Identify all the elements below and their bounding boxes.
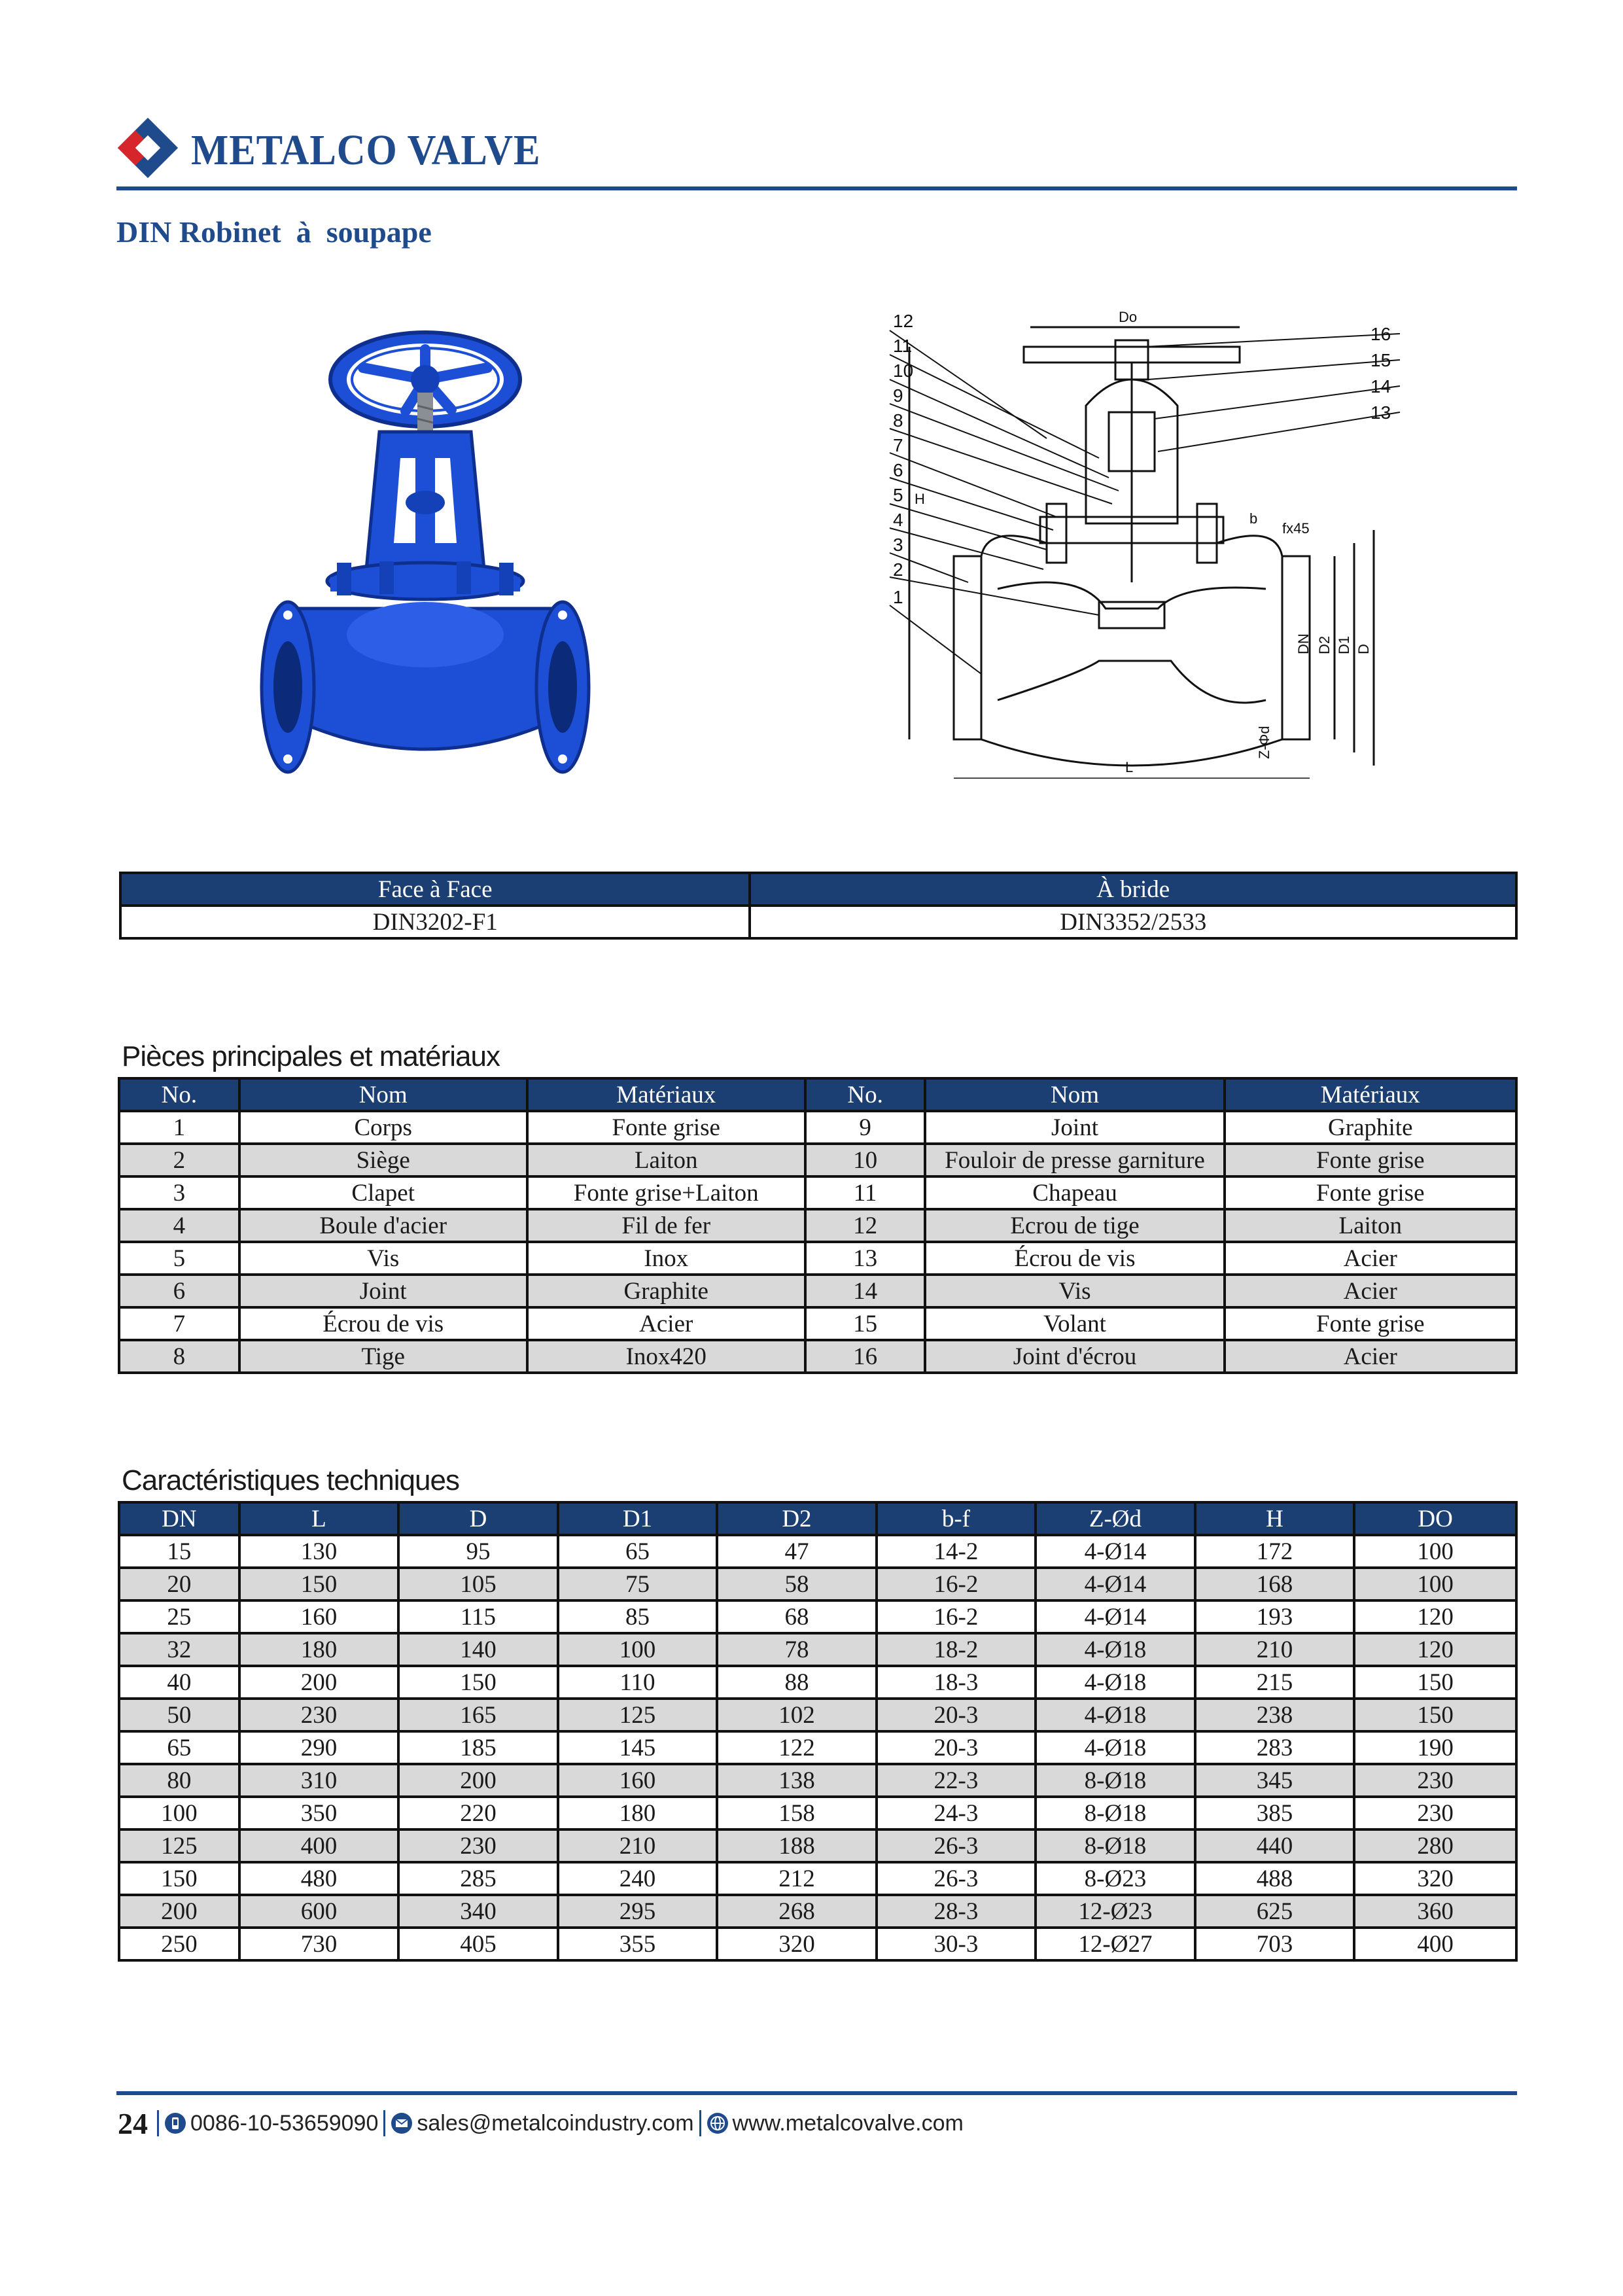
table-cell: 150 [1354, 1666, 1516, 1699]
table-cell: Acier [1225, 1242, 1516, 1275]
table-row [119, 1862, 1516, 1895]
table-row [119, 1829, 1516, 1862]
globe-icon [707, 2112, 729, 2134]
table-cell: 65 [119, 1731, 239, 1764]
column-header: Z-Ød [1036, 1502, 1195, 1535]
table-cell: 120 [1354, 1600, 1516, 1633]
footer-rule [116, 2091, 1517, 2095]
table-cell: Clapet [239, 1176, 527, 1209]
column-header: H [1195, 1502, 1355, 1535]
table-row [119, 1340, 1516, 1373]
table-cell: 18-3 [877, 1666, 1036, 1699]
table-cell: Inox [527, 1242, 805, 1275]
table-cell: Tige [239, 1340, 527, 1373]
dim-l: L [1125, 759, 1134, 775]
part-label-8: 8 [893, 410, 903, 431]
table-cell: 2 [119, 1144, 239, 1176]
table-cell: Écrou de vis [925, 1242, 1224, 1275]
table-cell: 110 [558, 1666, 718, 1699]
table-cell: 100 [1354, 1568, 1516, 1600]
table-cell: 75 [558, 1568, 718, 1600]
part-label-1: 1 [893, 587, 903, 607]
table-cell: 105 [398, 1568, 558, 1600]
table-cell: 172 [1195, 1535, 1355, 1568]
table-cell: Siège [239, 1144, 527, 1176]
table-cell: Vis [925, 1275, 1224, 1307]
table-cell: 9 [805, 1111, 926, 1144]
table-row [119, 1144, 1516, 1176]
table-cell: 150 [398, 1666, 558, 1699]
table-row [119, 1275, 1516, 1307]
table-row [119, 1568, 1516, 1600]
table-cell: 8-Ø18 [1036, 1764, 1195, 1797]
table-cell: 68 [717, 1600, 877, 1633]
table-cell: 180 [558, 1797, 718, 1829]
header-rule [116, 186, 1517, 190]
table-row [119, 1111, 1516, 1144]
column-header: D1 [558, 1502, 718, 1535]
page-number: 24 [118, 2106, 148, 2140]
dim-d1: D1 [1336, 635, 1352, 654]
footer-divider [157, 2110, 159, 2136]
table-cell: 100 [119, 1797, 239, 1829]
table-cell: 32 [119, 1633, 239, 1666]
table-cell: 78 [717, 1633, 877, 1666]
table-cell: 3 [119, 1176, 239, 1209]
part-label-2: 2 [893, 559, 903, 580]
drawing-right-labels [1370, 324, 1391, 423]
col-name: Nom [925, 1078, 1224, 1111]
table-cell: 26-3 [877, 1829, 1036, 1862]
table-cell: 65 [558, 1535, 718, 1568]
parts-table [118, 1077, 1518, 1374]
table-row [119, 1764, 1516, 1797]
part-label-12: 12 [893, 311, 914, 331]
table-cell: 215 [1195, 1666, 1355, 1699]
table-row [119, 1895, 1516, 1928]
table-cell: 160 [239, 1600, 399, 1633]
table-cell: Joint [239, 1275, 527, 1307]
table-cell: 30-3 [877, 1928, 1036, 1960]
brand-name: METALCO VALVE [191, 126, 541, 174]
table-cell: Fonte grise [1225, 1176, 1516, 1209]
table-cell: 7 [119, 1307, 239, 1340]
footer-phone[interactable]: 0086-10-53659090 [190, 2110, 379, 2136]
table-cell: Fil de fer [527, 1209, 805, 1242]
table-cell: 100 [558, 1633, 718, 1666]
table-row [119, 1242, 1516, 1275]
table-cell: 703 [1195, 1928, 1355, 1960]
footer-divider [383, 2110, 385, 2136]
table-cell: 360 [1354, 1895, 1516, 1928]
part-label-13: 13 [1370, 402, 1391, 423]
table-cell: 18-2 [877, 1633, 1036, 1666]
table-row [119, 1797, 1516, 1829]
table-cell: Laiton [1225, 1209, 1516, 1242]
table-cell: Fonte grise [1225, 1307, 1516, 1340]
table-cell: Graphite [1225, 1111, 1516, 1144]
table-cell: 268 [717, 1895, 877, 1928]
table-cell: 230 [1354, 1764, 1516, 1797]
dim-fx45: fx45 [1282, 520, 1310, 537]
valve-cross-section-drawing [883, 308, 1406, 779]
footer [118, 2106, 964, 2141]
footer-website[interactable]: www.metalcovalve.com [732, 2110, 964, 2136]
table-row [119, 1666, 1516, 1699]
column-header: b-f [877, 1502, 1036, 1535]
email-icon [391, 2112, 413, 2134]
parts-header-row [119, 1078, 1516, 1111]
table-cell: 8-Ø23 [1036, 1862, 1195, 1895]
table-cell: 600 [239, 1895, 399, 1928]
dim-zd: Z-Φd [1256, 726, 1272, 759]
table-cell: 150 [1354, 1699, 1516, 1731]
col-no: No. [119, 1078, 239, 1111]
col-name: Nom [239, 1078, 527, 1111]
table-cell: Laiton [527, 1144, 805, 1176]
page-title: DIN Robinet à soupape [116, 215, 432, 249]
table-cell: 16 [805, 1340, 926, 1373]
table-row [119, 1307, 1516, 1340]
table-cell: 8-Ø18 [1036, 1797, 1195, 1829]
table-cell: 230 [398, 1829, 558, 1862]
part-label-16: 16 [1370, 324, 1391, 344]
table-cell: 20-3 [877, 1699, 1036, 1731]
table-cell: 22-3 [877, 1764, 1036, 1797]
header-face-to-face: Face à Face [120, 873, 750, 906]
table-cell: 95 [398, 1535, 558, 1568]
table-cell: 125 [558, 1699, 718, 1731]
part-label-15: 15 [1370, 350, 1391, 370]
dim-dn: DN [1295, 633, 1312, 654]
part-label-7: 7 [893, 435, 903, 455]
table-cell: 158 [717, 1797, 877, 1829]
table-cell: 20 [119, 1568, 239, 1600]
part-label-14: 14 [1370, 376, 1391, 397]
table-cell: 12-Ø27 [1036, 1928, 1195, 1960]
table-row [119, 1928, 1516, 1960]
table-cell: 8-Ø18 [1036, 1829, 1195, 1862]
table-cell: 730 [239, 1928, 399, 1960]
col-material: Matériaux [1225, 1078, 1516, 1111]
table-cell: 280 [1354, 1829, 1516, 1862]
dim-d2: D2 [1316, 635, 1333, 654]
valve-photo [249, 327, 602, 798]
table-cell: 220 [398, 1797, 558, 1829]
table-cell: 28-3 [877, 1895, 1036, 1928]
table-cell: 40 [119, 1666, 239, 1699]
table-cell: 16-2 [877, 1600, 1036, 1633]
table-cell: 210 [1195, 1633, 1355, 1666]
table-cell: 26-3 [877, 1862, 1036, 1895]
table-cell: 355 [558, 1928, 718, 1960]
table-cell: 250 [119, 1928, 239, 1960]
column-header: DO [1354, 1502, 1516, 1535]
table-cell: 122 [717, 1731, 877, 1764]
table-cell: 200 [239, 1666, 399, 1699]
dim-do: Do [1119, 309, 1138, 325]
table-row [119, 1535, 1516, 1568]
table-cell: 6 [119, 1275, 239, 1307]
table-cell: 625 [1195, 1895, 1355, 1928]
table-cell: 50 [119, 1699, 239, 1731]
table-row [119, 1731, 1516, 1764]
table-cell: 193 [1195, 1600, 1355, 1633]
column-header: L [239, 1502, 399, 1535]
table-cell: 440 [1195, 1829, 1355, 1862]
table-cell: 1 [119, 1111, 239, 1144]
part-label-11: 11 [893, 336, 913, 356]
table-cell: 165 [398, 1699, 558, 1731]
dim-b: b [1249, 510, 1258, 527]
table-cell: 10 [805, 1144, 926, 1176]
table-cell: 5 [119, 1242, 239, 1275]
table-cell: 285 [398, 1862, 558, 1895]
table-cell: 4-Ø14 [1036, 1535, 1195, 1568]
table-cell: 47 [717, 1535, 877, 1568]
part-label-4: 4 [893, 510, 903, 530]
part-label-6: 6 [893, 460, 903, 480]
table-cell: 188 [717, 1829, 877, 1862]
table-cell: 320 [717, 1928, 877, 1960]
table-cell: 100 [1354, 1535, 1516, 1568]
col-material: Matériaux [527, 1078, 805, 1111]
table-cell: 4-Ø14 [1036, 1600, 1195, 1633]
table-row [119, 1699, 1516, 1731]
table-cell: 115 [398, 1600, 558, 1633]
table-cell: Joint d'écrou [925, 1340, 1224, 1373]
table-cell: 240 [558, 1862, 718, 1895]
table-cell: Inox420 [527, 1340, 805, 1373]
part-label-9: 9 [893, 385, 903, 406]
table-cell: 210 [558, 1829, 718, 1862]
table-cell: Volant [925, 1307, 1224, 1340]
tech-table [118, 1501, 1518, 1962]
table-cell: 185 [398, 1731, 558, 1764]
dim-d: D [1355, 644, 1372, 654]
table-cell: Fonte grise [1225, 1144, 1516, 1176]
table-cell: 200 [119, 1895, 239, 1928]
table-cell: 345 [1195, 1764, 1355, 1797]
table-cell: 120 [1354, 1633, 1516, 1666]
dim-h: H [915, 491, 925, 507]
table-cell: 405 [398, 1928, 558, 1960]
table-cell: 310 [239, 1764, 399, 1797]
col-no: No. [805, 1078, 926, 1111]
table-cell: Acier [1225, 1340, 1516, 1373]
table-cell: 102 [717, 1699, 877, 1731]
table-cell: 15 [805, 1307, 926, 1340]
footer-divider [699, 2110, 701, 2136]
table-cell: 290 [239, 1731, 399, 1764]
table-cell: Fouloir de presse garniture [925, 1144, 1224, 1176]
table-cell: Graphite [527, 1275, 805, 1307]
table-cell: 88 [717, 1666, 877, 1699]
column-header: D2 [717, 1502, 877, 1535]
table-cell: 15 [119, 1535, 239, 1568]
table-cell: 4-Ø18 [1036, 1731, 1195, 1764]
table-cell: Fonte grise [527, 1111, 805, 1144]
header-flange: À bride [750, 873, 1516, 906]
table-cell: 125 [119, 1829, 239, 1862]
table-row [119, 1176, 1516, 1209]
tech-caption: Caractéristiques techniques [122, 1464, 459, 1496]
table-cell: 80 [119, 1764, 239, 1797]
table-cell: 58 [717, 1568, 877, 1600]
table-cell: 24-3 [877, 1797, 1036, 1829]
table-cell: 138 [717, 1764, 877, 1797]
table-cell: 145 [558, 1731, 718, 1764]
table-cell: 488 [1195, 1862, 1355, 1895]
standards-table [119, 872, 1518, 940]
table-cell: 4-Ø18 [1036, 1666, 1195, 1699]
table-cell: 14-2 [877, 1535, 1036, 1568]
table-cell: 385 [1195, 1797, 1355, 1829]
table-cell: 150 [119, 1862, 239, 1895]
table-cell: 4-Ø18 [1036, 1699, 1195, 1731]
part-label-3: 3 [893, 535, 903, 555]
table-cell: 230 [1354, 1797, 1516, 1829]
table-cell: 190 [1354, 1731, 1516, 1764]
parts-caption: Pièces principales et matériaux [122, 1040, 500, 1072]
footer-email[interactable]: sales@metalcoindustry.com [417, 2110, 694, 2136]
value-flange: DIN3352/2533 [750, 906, 1516, 938]
table-cell: Acier [1225, 1275, 1516, 1307]
table-cell: Corps [239, 1111, 527, 1144]
table-cell: 230 [239, 1699, 399, 1731]
table-cell: 140 [398, 1633, 558, 1666]
table-cell: 130 [239, 1535, 399, 1568]
table-cell: 14 [805, 1275, 926, 1307]
value-face-to-face: DIN3202-F1 [120, 906, 750, 938]
table-cell: Joint [925, 1111, 1224, 1144]
table-row [119, 1209, 1516, 1242]
table-cell: Écrou de vis [239, 1307, 527, 1340]
table-cell: 238 [1195, 1699, 1355, 1731]
table-cell: 180 [239, 1633, 399, 1666]
tech-header-row [119, 1502, 1516, 1535]
table-cell: 8 [119, 1340, 239, 1373]
table-cell: 150 [239, 1568, 399, 1600]
table-row [119, 1600, 1516, 1633]
brand-logo-icon [116, 116, 179, 179]
table-cell: 340 [398, 1895, 558, 1928]
table-cell: Chapeau [925, 1176, 1224, 1209]
table-cell: 4-Ø14 [1036, 1568, 1195, 1600]
table-cell: 400 [239, 1829, 399, 1862]
table-cell: 350 [239, 1797, 399, 1829]
column-header: DN [119, 1502, 239, 1535]
table-cell: 295 [558, 1895, 718, 1928]
table-cell: 320 [1354, 1862, 1516, 1895]
table-cell: 4-Ø18 [1036, 1633, 1195, 1666]
table-cell: 12-Ø23 [1036, 1895, 1195, 1928]
column-header: D [398, 1502, 558, 1535]
table-cell: Acier [527, 1307, 805, 1340]
table-cell: Fonte grise+Laiton [527, 1176, 805, 1209]
table-cell: 4 [119, 1209, 239, 1242]
part-label-5: 5 [893, 485, 903, 505]
table-cell: Boule d'acier [239, 1209, 527, 1242]
table-cell: Vis [239, 1242, 527, 1275]
table-cell: 160 [558, 1764, 718, 1797]
table-cell: 200 [398, 1764, 558, 1797]
table-cell: 400 [1354, 1928, 1516, 1960]
table-cell: 168 [1195, 1568, 1355, 1600]
table-cell: 12 [805, 1209, 926, 1242]
phone-icon [164, 2112, 186, 2134]
table-row [119, 1633, 1516, 1666]
table-cell: 212 [717, 1862, 877, 1895]
table-cell: 11 [805, 1176, 926, 1209]
table-cell: 16-2 [877, 1568, 1036, 1600]
table-cell: 283 [1195, 1731, 1355, 1764]
table-cell: 25 [119, 1600, 239, 1633]
table-cell: 480 [239, 1862, 399, 1895]
table-cell: 13 [805, 1242, 926, 1275]
table-cell: Ecrou de tige [925, 1209, 1224, 1242]
table-cell: 20-3 [877, 1731, 1036, 1764]
table-cell: 85 [558, 1600, 718, 1633]
part-label-10: 10 [893, 361, 914, 381]
